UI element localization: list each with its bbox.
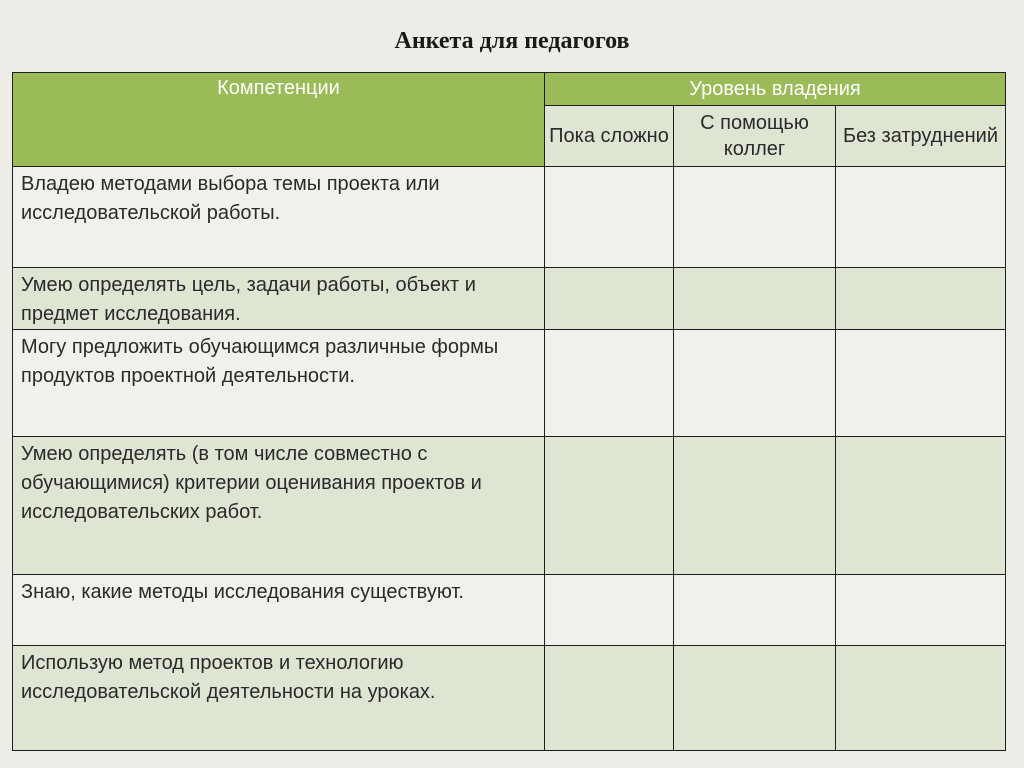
table-row (13, 167, 1006, 268)
answer-cell-hard[interactable] (545, 330, 674, 437)
answer-cell-easy[interactable] (836, 167, 1006, 268)
competence-text: Знаю, какие методы исследования существуют. (13, 575, 545, 646)
answer-cell-easy[interactable] (836, 437, 1006, 575)
header-level: Уровень владения (545, 73, 1006, 106)
level-header: С помощью коллег (674, 106, 836, 167)
answer-cell-hard[interactable] (545, 437, 674, 575)
level-header: Пока сложно (545, 106, 674, 167)
competence-text: Использую метод проектов и технологию исследовательской деятельности на уроках. (13, 646, 545, 751)
table-row (13, 330, 1006, 437)
answer-cell-with-help[interactable] (674, 268, 836, 330)
table-row (13, 437, 1006, 575)
competence-text: Владею методами выбора темы проекта или исследовательской работы. (13, 167, 545, 268)
table-row (13, 268, 1006, 330)
answer-cell-easy[interactable] (836, 575, 1006, 646)
header-competence: Компетенции (13, 73, 545, 167)
survey-table (12, 72, 1006, 751)
answer-cell-with-help[interactable] (674, 330, 836, 437)
answer-cell-with-help[interactable] (674, 575, 836, 646)
answer-cell-hard[interactable] (545, 646, 674, 751)
answer-cell-hard[interactable] (545, 268, 674, 330)
table-row (13, 575, 1006, 646)
competence-text: Умею определять цель, задачи работы, объект и предмет исследования. (13, 268, 545, 330)
answer-cell-with-help[interactable] (674, 167, 836, 268)
level-header: Без затруднений (836, 106, 1006, 167)
competence-text: Могу предложить обучающимся различные формы продуктов проектной деятельности. (13, 330, 545, 437)
answer-cell-easy[interactable] (836, 268, 1006, 330)
answer-cell-easy[interactable] (836, 646, 1006, 751)
answer-cell-hard[interactable] (545, 575, 674, 646)
answer-cell-easy[interactable] (836, 330, 1006, 437)
answer-cell-with-help[interactable] (674, 437, 836, 575)
table-row (13, 646, 1006, 751)
answer-cell-with-help[interactable] (674, 646, 836, 751)
competence-text: Умею определять (в том числе совместно с обучающимися) критерии оценивания проектов и исследовательских работ. (13, 437, 545, 575)
page-title: Анкета для педагогов (394, 28, 630, 54)
answer-cell-hard[interactable] (545, 167, 674, 268)
